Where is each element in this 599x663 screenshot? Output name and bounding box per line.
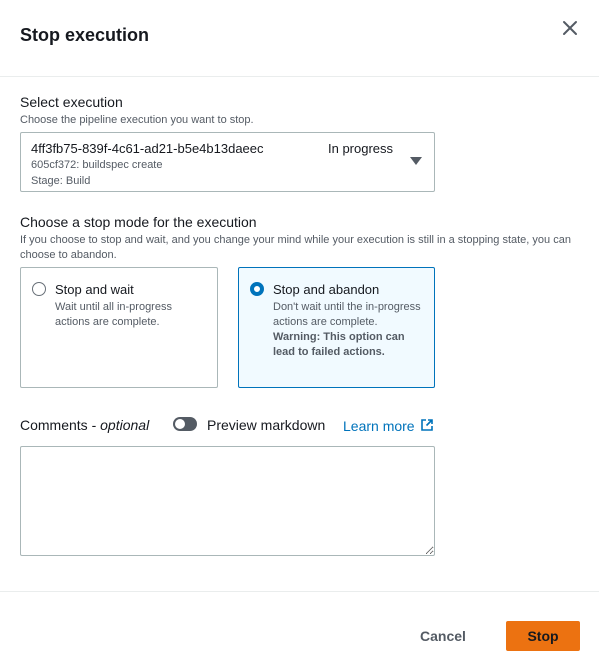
execution-select[interactable] bbox=[20, 132, 435, 192]
cancel-button[interactable]: Cancel bbox=[407, 621, 479, 651]
execution-status: In progress bbox=[328, 141, 394, 156]
stop-mode-description: If you choose to stop and wait, and you change your mind while your execution is still in a stopping state, you can choose to abandon. bbox=[20, 234, 571, 261]
stop-and-wait-title: Stop and wait bbox=[55, 282, 134, 297]
dialog-title: Stop execution bbox=[20, 25, 150, 45]
toggle-knob bbox=[175, 419, 185, 429]
select-execution-label: Select execution bbox=[20, 94, 123, 110]
stop-and-abandon-warning: Warning: This option can lead to failed actions. bbox=[273, 331, 405, 358]
execution-source: 605cf372: buildspec create bbox=[31, 159, 163, 171]
stop-mode-label: Choose a stop mode for the execution bbox=[20, 214, 257, 230]
comments-label-text: Comments bbox=[20, 417, 88, 433]
stop-and-abandon-title: Stop and abandon bbox=[273, 282, 380, 297]
caret-down-icon bbox=[410, 157, 422, 165]
stop-and-abandon-text: Don't wait until the in-progress actions are complete. bbox=[273, 301, 421, 328]
comments-optional: optional bbox=[100, 417, 150, 433]
stop-and-wait-tile[interactable] bbox=[20, 267, 218, 388]
execution-id: 4ff3fb75-839f-4c61-ad21-b5e4b13daeec bbox=[31, 141, 264, 156]
stop-and-wait-radio[interactable] bbox=[32, 282, 46, 296]
stop-and-abandon-radio[interactable] bbox=[250, 282, 264, 296]
stop-and-abandon-tile[interactable] bbox=[238, 267, 435, 388]
dialog-header bbox=[0, 0, 599, 77]
preview-markdown-toggle[interactable] bbox=[173, 417, 197, 431]
select-execution-description: Choose the pipeline execution you want to stop. bbox=[20, 114, 254, 126]
learn-more-link[interactable]: Learn more bbox=[343, 418, 415, 434]
stop-and-wait-text: Wait until all in-progress actions are complete. bbox=[55, 301, 172, 328]
preview-markdown-label: Preview markdown bbox=[207, 417, 326, 433]
stop-and-abandon-description bbox=[273, 300, 423, 360]
external-link-icon[interactable] bbox=[420, 418, 434, 432]
comments-textarea[interactable] bbox=[20, 446, 435, 556]
comments-label: Comments - optional bbox=[20, 417, 150, 433]
execution-stage: Stage: Build bbox=[31, 175, 91, 187]
stop-and-wait-description bbox=[55, 300, 205, 330]
stop-button[interactable]: Stop bbox=[506, 621, 580, 651]
close-icon[interactable] bbox=[558, 16, 582, 40]
